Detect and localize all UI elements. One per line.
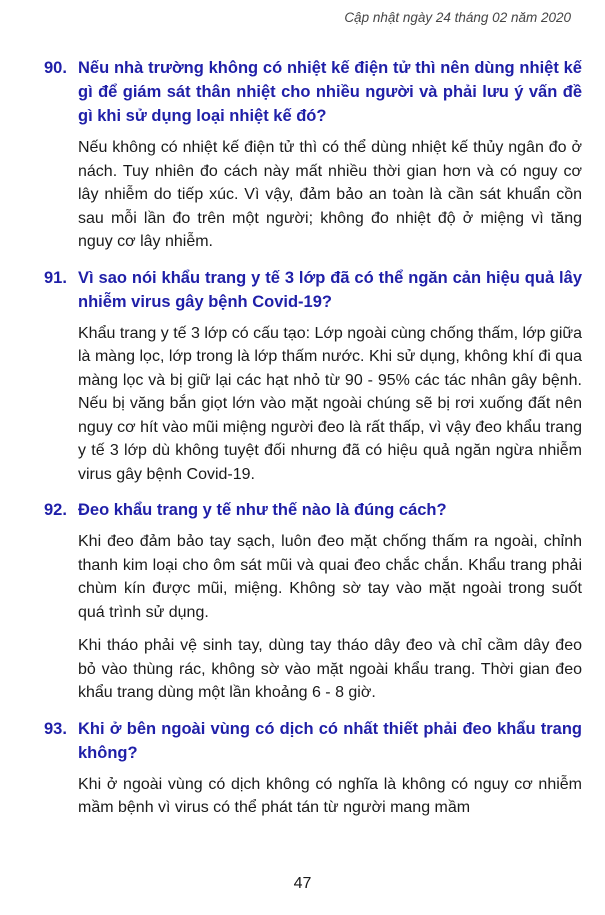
answer-paragraph: Khi đeo đảm bảo tay sạch, luôn đeo mặt chống thấm ra ngoài, chỉnh thanh kim loại cho ôm sát mũi và quai đeo chắc chắn. Khẩu trang phải chùm kín được mũi, miệng. Không sờ tay vào mặt ngoài trong suốt quá trình sử dụng.: [78, 533, 582, 621]
answer-paragraph: Nếu không có nhiệt kế điện tử thì có thể dùng nhiệt kế thủy ngân đo ở nách. Tuy nhiên đo cách này mất nhiều thời gian hơn và có nguy cơ lây nhiễm do tiếp xúc. Vì vậy, đảm bảo an toàn là cần sát khuẩn cồn sau mỗi lần đo trên một người; không đo nhiệt độ ở miệng vì tăng nguy cơ lây nhiễm.: [78, 139, 582, 250]
question-text: Khi ở bên ngoài vùng có dịch có nhất thiết phải đeo khẩu trang không?: [78, 719, 582, 762]
answer-paragraph: Khi tháo phải vệ sinh tay, dùng tay tháo dây đeo và chỉ cầm dây đeo bỏ vào thùng rác, không sờ vào mặt ngoài khẩu trang. Thời gian đeo khẩu trang dùng một lần khoảng 6 - 8 giờ.: [78, 637, 582, 701]
question-number: 93.: [44, 719, 67, 738]
question-heading: [44, 717, 582, 765]
answer-paragraph: Khẩu trang y tế 3 lớp có cấu tạo: Lớp ngoài cùng chống thấm, lớp giữa là màng lọc, lớp trong là lớp thấm nước. Khi sử dụng, không khí đi qua màng lọc và bị giữ lại các hạt nhỏ từ 90 - 95% các tác nhân gây bệnh. Nếu bị văng bắn giọt lớn vào mặt ngoài chúng sẽ bị rơi xuống đất nên nguy cơ hít vào mũi miệng người đeo là rất thấp, vì vậy đeo khẩu trang y tế 3 lớp dù không tuyệt đối nhưng đã có hiệu quả ngăn ngừa nhiễm virus gây bệnh Covid-19.: [78, 324, 582, 483]
header-date: Cập nhật ngày 24 tháng 02 năm 2020: [344, 10, 571, 25]
question-number: 92.: [44, 501, 67, 519]
question-text: Nếu nhà trường không có nhiệt kế điện tử thì nên dùng nhiệt kế gì để giám sát thân nhiệt cho nhiều người và phải lưu ý vấn đề gì khi sử dụng loại nhiệt kế đó?: [78, 59, 582, 125]
qa-item: [44, 56, 582, 254]
qa-item: [44, 266, 582, 487]
question-number: 91.: [44, 268, 67, 287]
qa-item: [44, 717, 582, 820]
answer-paragraph: Khi ở ngoài vùng có dịch không có nghĩa là không có nguy cơ nhiễm mầm bệnh vì virus có thể phát tán từ người mang mầm: [78, 775, 582, 816]
question-text: Đeo khẩu trang y tế như thế nào là đúng cách?: [78, 501, 447, 519]
question-heading: [44, 56, 582, 128]
question-heading: [44, 266, 582, 314]
question-number: 90.: [44, 59, 67, 77]
question-text: Vì sao nói khẩu trang y tế 3 lớp đã có thể ngăn cản hiệu quả lây nhiễm virus gây bệnh Covid-19?: [78, 268, 582, 311]
qa-item: [44, 498, 582, 705]
question-heading: [44, 498, 582, 522]
page-number: 47: [293, 875, 312, 892]
document-body: [44, 56, 582, 832]
